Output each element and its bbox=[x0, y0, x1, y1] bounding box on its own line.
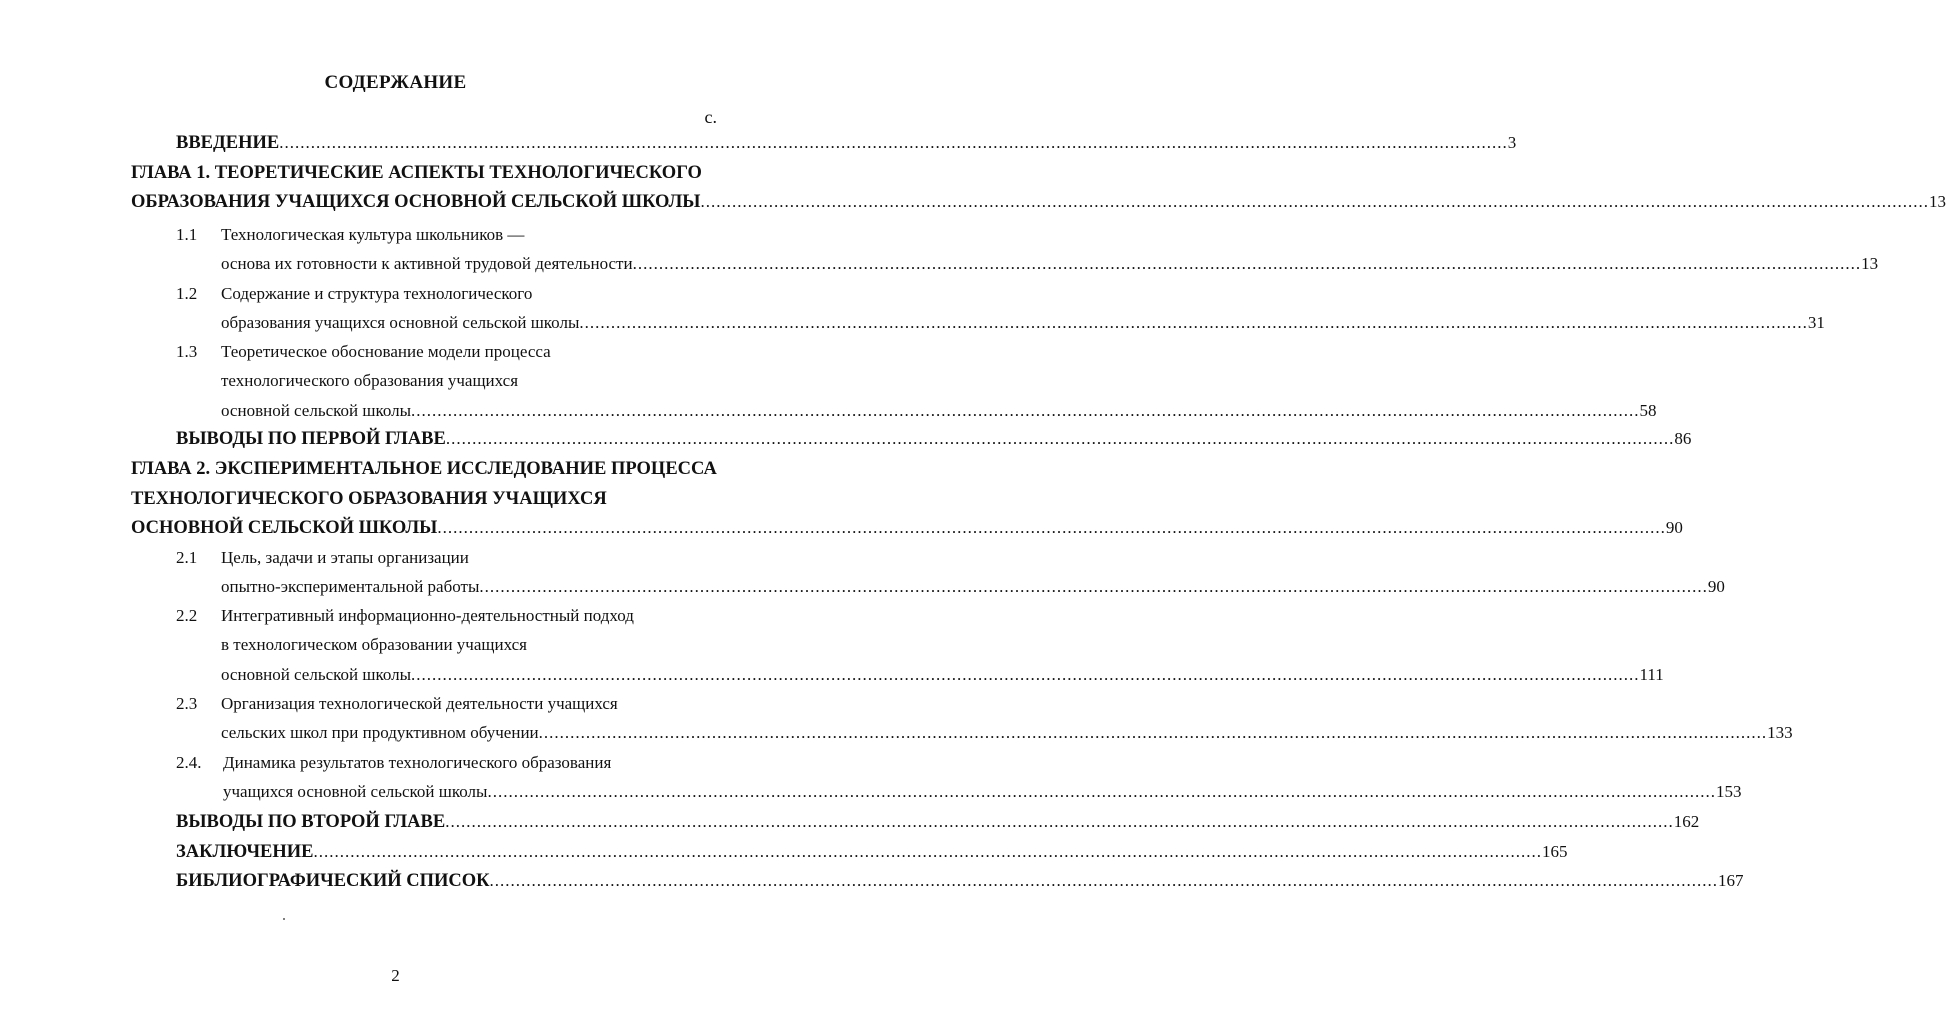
toc-entry-title: сельских школ при продуктивном обучении bbox=[221, 723, 539, 742]
leader-dots: .......................................................................................................................................................................................................................................... bbox=[579, 313, 1808, 332]
toc-section-1-1-line1[interactable]: Технологическая культура школьников — bbox=[221, 225, 525, 244]
toc-entry-title: ВЫВОДЫ ПО ПЕРВОЙ ГЛАВЕ bbox=[176, 429, 446, 449]
toc-entry-title: основной сельской школы bbox=[221, 401, 412, 420]
toc-entry-page: 133 bbox=[1767, 723, 1793, 742]
section-number: 1.2 bbox=[176, 284, 198, 303]
section-number: 2.3 bbox=[176, 694, 198, 713]
section-number: 2.1 bbox=[176, 548, 198, 567]
leader-dots: .......................................................................................................................................................................................................................................... bbox=[411, 665, 1640, 684]
toc-section-1-2-line1[interactable]: Содержание и структура технологического bbox=[221, 284, 533, 303]
leader-dots: .......................................................................................................................................................................................................................................... bbox=[437, 518, 1666, 537]
leader-dots: .......................................................................................................................................................................................................................................... bbox=[538, 723, 1768, 742]
page-number: 2 bbox=[391, 966, 400, 985]
toc-entry-conclusions-1[interactable] bbox=[176, 428, 1692, 450]
toc-entry-bibliography[interactable] bbox=[176, 870, 1744, 892]
page-column-label: с. bbox=[704, 107, 717, 127]
leader-dots: .......................................................................................................................................................................................................................................... bbox=[445, 812, 1674, 831]
leader-dots: .......................................................................................................................................................................................................................................... bbox=[313, 842, 1542, 861]
toc-entry-page: 90 bbox=[1665, 518, 1683, 537]
toc-section-1-1[interactable] bbox=[221, 253, 1879, 275]
toc-entry-page: 153 bbox=[1715, 782, 1742, 801]
toc-chapter-2-line2[interactable]: ТЕХНОЛОГИЧЕСКОГО ОБРАЗОВАНИЯ УЧАЩИХСЯ bbox=[131, 489, 607, 509]
toc-section-2-4-line1[interactable]: Динамика результатов технологического образования bbox=[223, 753, 612, 772]
toc-entry-title: учащихся основной сельской школы bbox=[223, 782, 488, 801]
toc-entry-title: ОСНОВНОЙ СЕЛЬСКОЙ ШКОЛЫ bbox=[131, 518, 438, 538]
toc-entry-page: 13 bbox=[1861, 254, 1879, 273]
toc-entry-page: 3 bbox=[1507, 133, 1517, 152]
toc-section-2-2-line1[interactable]: Интегративный информационно-деятельностный подход bbox=[221, 606, 634, 625]
section-number: 1.3 bbox=[176, 342, 198, 361]
toc-chapter-1-line1[interactable]: ГЛАВА 1. ТЕОРЕТИЧЕСКИЕ АСПЕКТЫ ТЕХНОЛОГИЧЕСКОГО bbox=[131, 163, 702, 183]
toc-entry-page: 86 bbox=[1674, 429, 1692, 448]
toc-entry-page: 58 bbox=[1639, 401, 1657, 420]
toc-entry-title: ЗАКЛЮЧЕНИЕ bbox=[176, 842, 314, 862]
toc-title: СОДЕРЖАНИЕ bbox=[324, 72, 467, 93]
toc-entry-page: 167 bbox=[1718, 871, 1744, 890]
leader-dots: .......................................................................................................................................................................................................................................... bbox=[489, 871, 1719, 890]
toc-entry-title: основной сельской школы bbox=[221, 665, 412, 684]
toc-section-2-3-line1[interactable]: Организация технологической деятельности учащихся bbox=[221, 694, 618, 713]
toc-entry-page: 13 bbox=[1928, 192, 1946, 211]
leader-dots: .......................................................................................................................................................................................................................................... bbox=[700, 192, 1929, 211]
section-number: 2.4. bbox=[176, 753, 202, 772]
toc-entry-page: 165 bbox=[1542, 842, 1568, 861]
leader-dots: .......................................................................................................................................................................................................................................... bbox=[479, 577, 1708, 596]
toc-entry-conclusion[interactable] bbox=[176, 841, 1568, 863]
toc-section-2-2[interactable] bbox=[221, 664, 1664, 686]
section-number: 2.2 bbox=[176, 606, 198, 625]
toc-section-2-3[interactable] bbox=[221, 722, 1793, 744]
toc-entry-page: 90 bbox=[1707, 577, 1725, 596]
toc-section-2-1[interactable] bbox=[221, 576, 1725, 598]
toc-entry-title: ОБРАЗОВАНИЯ УЧАЩИХСЯ ОСНОВНОЙ СЕЛЬСКОЙ ШКОЛЫ bbox=[131, 192, 701, 212]
toc-entry-title: ВЫВОДЫ ПО ВТОРОЙ ГЛАВЕ bbox=[176, 812, 446, 832]
leader-dots: .......................................................................................................................................................................................................................................... bbox=[487, 782, 1716, 801]
scan-speck bbox=[283, 918, 285, 920]
toc-section-2-1-line1[interactable]: Цель, задачи и этапы организации bbox=[221, 548, 469, 567]
toc-section-2-4[interactable] bbox=[223, 781, 1742, 803]
toc-section-1-3[interactable] bbox=[221, 400, 1657, 422]
toc-chapter-2-line1[interactable]: ГЛАВА 2. ЭКСПЕРИМЕНТАЛЬНОЕ ИССЛЕДОВАНИЕ ПРОЦЕССА bbox=[131, 459, 717, 479]
toc-entry-title: ВВЕДЕНИЕ bbox=[176, 133, 280, 153]
toc-chapter-1[interactable] bbox=[131, 191, 1946, 213]
toc-entry-title: БИБЛИОГРАФИЧЕСКИЙ СПИСОК bbox=[176, 871, 490, 891]
leader-dots: .......................................................................................................................................................................................................................................... bbox=[279, 133, 1508, 152]
toc-entry-page: 162 bbox=[1673, 812, 1700, 831]
toc-entry-conclusions-2[interactable] bbox=[176, 811, 1700, 833]
toc-section-1-3-line2[interactable]: технологического образования учащихся bbox=[221, 371, 519, 390]
toc-entry-title: основа их готовности к активной трудовой деятельности bbox=[221, 254, 633, 273]
toc-section-2-2-line2[interactable]: в технологическом образовании учащихся bbox=[221, 635, 527, 654]
toc-section-1-2[interactable] bbox=[221, 312, 1825, 334]
toc-entry-page: 111 bbox=[1639, 665, 1664, 684]
leader-dots: .......................................................................................................................................................................................................................................... bbox=[632, 254, 1862, 273]
toc-entry-page: 31 bbox=[1807, 313, 1825, 332]
toc-entry-title: образования учащихся основной сельской школы bbox=[221, 313, 580, 332]
toc-section-1-3-line1[interactable]: Теоретическое обоснование модели процесса bbox=[221, 342, 551, 361]
toc-chapter-2[interactable] bbox=[131, 517, 1683, 539]
toc-entry-title: опытно-экспериментальной работы bbox=[221, 577, 480, 596]
leader-dots: .......................................................................................................................................................................................................................................... bbox=[411, 401, 1640, 420]
section-number: 1.1 bbox=[176, 225, 198, 244]
toc-entry-introduction[interactable] bbox=[176, 132, 1517, 154]
leader-dots: .......................................................................................................................................................................................................................................... bbox=[445, 429, 1675, 448]
